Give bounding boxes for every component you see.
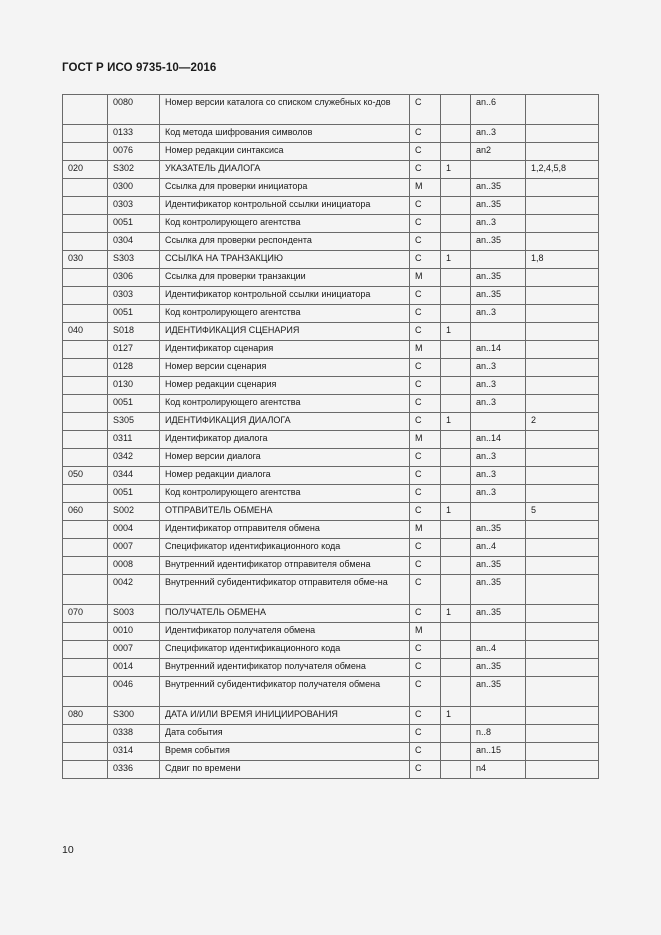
position-cell — [63, 623, 108, 641]
status-cell: M — [410, 341, 441, 359]
table-row — [63, 125, 599, 143]
note-cell — [526, 233, 599, 251]
tag-cell: 0127 — [108, 341, 160, 359]
representation-cell: an..4 — [471, 641, 526, 659]
repeat-cell — [441, 449, 471, 467]
repeat-cell — [441, 485, 471, 503]
position-cell — [63, 743, 108, 761]
table-row — [63, 377, 599, 395]
repeat-cell — [441, 743, 471, 761]
tag-cell: 0304 — [108, 233, 160, 251]
note-cell — [526, 743, 599, 761]
table-row — [63, 287, 599, 305]
repeat-cell: 1 — [441, 251, 471, 269]
status-cell: C — [410, 197, 441, 215]
note-cell — [526, 623, 599, 641]
status-cell: C — [410, 467, 441, 485]
status-cell: C — [410, 557, 441, 575]
note-cell — [526, 449, 599, 467]
tag-cell: 0342 — [108, 449, 160, 467]
representation-cell: an..35 — [471, 269, 526, 287]
note-cell — [526, 485, 599, 503]
repeat-cell — [441, 233, 471, 251]
representation-cell — [471, 503, 526, 521]
status-cell: C — [410, 215, 441, 233]
representation-cell: an..35 — [471, 287, 526, 305]
status-cell: C — [410, 743, 441, 761]
status-cell: C — [410, 707, 441, 725]
repeat-cell — [441, 539, 471, 557]
status-cell: C — [410, 359, 441, 377]
position-cell — [63, 377, 108, 395]
status-cell: C — [410, 677, 441, 707]
repeat-cell — [441, 761, 471, 779]
note-cell — [526, 287, 599, 305]
status-cell: C — [410, 485, 441, 503]
table-row — [63, 503, 599, 521]
representation-cell: an..35 — [471, 197, 526, 215]
name-cell: Ссылка для проверки респондента — [160, 233, 410, 251]
representation-cell: an..6 — [471, 95, 526, 125]
status-cell: C — [410, 251, 441, 269]
table-row — [63, 413, 599, 431]
position-cell — [63, 659, 108, 677]
note-cell: 1,8 — [526, 251, 599, 269]
tag-cell: S302 — [108, 161, 160, 179]
note-cell — [526, 707, 599, 725]
position-cell: 080 — [63, 707, 108, 725]
tag-cell: 0133 — [108, 125, 160, 143]
tag-cell: 0042 — [108, 575, 160, 605]
representation-cell — [471, 251, 526, 269]
representation-cell — [471, 707, 526, 725]
status-cell: C — [410, 539, 441, 557]
repeat-cell — [441, 521, 471, 539]
table-row — [63, 707, 599, 725]
representation-cell: an..35 — [471, 677, 526, 707]
note-cell — [526, 521, 599, 539]
tag-cell: 0014 — [108, 659, 160, 677]
name-cell: Номер редакции диалога — [160, 467, 410, 485]
name-cell: Номер версии сценария — [160, 359, 410, 377]
note-cell — [526, 377, 599, 395]
table-row — [63, 197, 599, 215]
position-cell: 020 — [63, 161, 108, 179]
status-cell: M — [410, 179, 441, 197]
tag-cell: 0051 — [108, 485, 160, 503]
table-row — [63, 251, 599, 269]
position-cell: 070 — [63, 605, 108, 623]
tag-cell: 0080 — [108, 95, 160, 125]
tag-cell: 0311 — [108, 431, 160, 449]
position-cell — [63, 575, 108, 605]
table-row — [63, 575, 599, 605]
repeat-cell: 1 — [441, 707, 471, 725]
status-cell: M — [410, 269, 441, 287]
tag-cell: 0306 — [108, 269, 160, 287]
note-cell — [526, 125, 599, 143]
table-row — [63, 467, 599, 485]
position-cell — [63, 641, 108, 659]
status-cell: C — [410, 395, 441, 413]
status-cell: C — [410, 575, 441, 605]
name-cell: Идентификатор контрольной ссылки инициатора — [160, 197, 410, 215]
position-cell — [63, 269, 108, 287]
representation-cell: an..14 — [471, 341, 526, 359]
table-row — [63, 485, 599, 503]
note-cell — [526, 323, 599, 341]
repeat-cell — [441, 341, 471, 359]
page-number: 10 — [62, 844, 74, 856]
status-cell: M — [410, 623, 441, 641]
position-cell — [63, 557, 108, 575]
name-cell: ИДЕНТИФИКАЦИЯ ДИАЛОГА — [160, 413, 410, 431]
tag-cell: 0007 — [108, 641, 160, 659]
repeat-cell — [441, 659, 471, 677]
tag-cell: 0344 — [108, 467, 160, 485]
repeat-cell — [441, 431, 471, 449]
position-cell — [63, 143, 108, 161]
status-cell: C — [410, 143, 441, 161]
tag-cell: 0051 — [108, 395, 160, 413]
representation-cell — [471, 623, 526, 641]
tag-cell: 0010 — [108, 623, 160, 641]
position-cell — [63, 677, 108, 707]
name-cell: Идентификатор получателя обмена — [160, 623, 410, 641]
repeat-cell — [441, 305, 471, 323]
table-row — [63, 395, 599, 413]
table-row — [63, 143, 599, 161]
representation-cell: an..15 — [471, 743, 526, 761]
table-row — [63, 359, 599, 377]
table-row — [63, 623, 599, 641]
repeat-cell — [441, 377, 471, 395]
note-cell — [526, 605, 599, 623]
representation-cell: an..4 — [471, 539, 526, 557]
repeat-cell: 1 — [441, 503, 471, 521]
tag-cell: 0007 — [108, 539, 160, 557]
name-cell: Код контролирующего агентства — [160, 485, 410, 503]
note-cell — [526, 677, 599, 707]
tag-cell: 0004 — [108, 521, 160, 539]
table-row — [63, 341, 599, 359]
note-cell — [526, 725, 599, 743]
representation-cell: an..35 — [471, 575, 526, 605]
repeat-cell: 1 — [441, 605, 471, 623]
name-cell: Идентификатор диалога — [160, 431, 410, 449]
name-cell: Сдвиг по времени — [160, 761, 410, 779]
table-row — [63, 659, 599, 677]
representation-cell: an..14 — [471, 431, 526, 449]
note-cell — [526, 395, 599, 413]
table-row — [63, 743, 599, 761]
name-cell: Номер редакции сценария — [160, 377, 410, 395]
tag-cell: S002 — [108, 503, 160, 521]
status-cell: C — [410, 605, 441, 623]
name-cell: Код контролирующего агентства — [160, 215, 410, 233]
name-cell: Внутренний идентификатор получателя обмена — [160, 659, 410, 677]
repeat-cell — [441, 467, 471, 485]
tag-cell: S305 — [108, 413, 160, 431]
representation-cell: an..3 — [471, 395, 526, 413]
note-cell — [526, 659, 599, 677]
position-cell — [63, 179, 108, 197]
position-cell — [63, 359, 108, 377]
representation-cell: an..3 — [471, 449, 526, 467]
tag-cell: 0314 — [108, 743, 160, 761]
name-cell: Идентификатор отправителя обмена — [160, 521, 410, 539]
position-cell: 060 — [63, 503, 108, 521]
tag-cell: S018 — [108, 323, 160, 341]
repeat-cell — [441, 143, 471, 161]
name-cell: Код контролирующего агентства — [160, 395, 410, 413]
repeat-cell: 1 — [441, 161, 471, 179]
name-cell: Время события — [160, 743, 410, 761]
position-cell — [63, 395, 108, 413]
representation-cell: an..35 — [471, 659, 526, 677]
name-cell: ПОЛУЧАТЕЛЬ ОБМЕНА — [160, 605, 410, 623]
note-cell — [526, 305, 599, 323]
status-cell: C — [410, 323, 441, 341]
name-cell: Номер редакции синтаксиса — [160, 143, 410, 161]
name-cell: Идентификатор сценария — [160, 341, 410, 359]
representation-cell: an..3 — [471, 359, 526, 377]
note-cell — [526, 269, 599, 287]
status-cell: C — [410, 377, 441, 395]
note-cell: 1,2,4,5,8 — [526, 161, 599, 179]
table-row — [63, 269, 599, 287]
table-row — [63, 233, 599, 251]
name-cell: ДАТА И/ИЛИ ВРЕМЯ ИНИЦИИРОВАНИЯ — [160, 707, 410, 725]
position-cell — [63, 95, 108, 125]
repeat-cell — [441, 575, 471, 605]
table-row — [63, 449, 599, 467]
repeat-cell — [441, 269, 471, 287]
repeat-cell: 1 — [441, 413, 471, 431]
table-row — [63, 161, 599, 179]
tag-cell: 0338 — [108, 725, 160, 743]
name-cell: Спецификатор идентификационного кода — [160, 641, 410, 659]
tag-cell: S300 — [108, 707, 160, 725]
table-row — [63, 605, 599, 623]
tag-cell: 0008 — [108, 557, 160, 575]
name-cell: Ссылка для проверки транзакции — [160, 269, 410, 287]
note-cell — [526, 557, 599, 575]
note-cell — [526, 197, 599, 215]
position-cell — [63, 215, 108, 233]
spec-table — [62, 94, 599, 779]
status-cell: C — [410, 659, 441, 677]
status-cell: C — [410, 95, 441, 125]
note-cell: 5 — [526, 503, 599, 521]
table-row — [63, 539, 599, 557]
tag-cell: 0300 — [108, 179, 160, 197]
table-row — [63, 677, 599, 707]
note-cell — [526, 539, 599, 557]
repeat-cell — [441, 725, 471, 743]
repeat-cell — [441, 215, 471, 233]
name-cell: ОТПРАВИТЕЛЬ ОБМЕНА — [160, 503, 410, 521]
note-cell — [526, 641, 599, 659]
representation-cell — [471, 413, 526, 431]
table-row — [63, 179, 599, 197]
page-title: ГОСТ Р ИСО 9735-10—2016 — [62, 62, 217, 74]
position-cell — [63, 287, 108, 305]
table-row — [63, 215, 599, 233]
name-cell: Внутренний субидентификатор отправителя обме-на — [160, 575, 410, 605]
name-cell: Идентификатор контрольной ссылки инициатора — [160, 287, 410, 305]
representation-cell: an..35 — [471, 605, 526, 623]
name-cell: ИДЕНТИФИКАЦИЯ СЦЕНАРИЯ — [160, 323, 410, 341]
note-cell — [526, 431, 599, 449]
position-cell — [63, 449, 108, 467]
note-cell — [526, 359, 599, 377]
note-cell — [526, 143, 599, 161]
name-cell: Дата события — [160, 725, 410, 743]
tag-cell: 0303 — [108, 287, 160, 305]
repeat-cell — [441, 125, 471, 143]
note-cell — [526, 575, 599, 605]
representation-cell: an..3 — [471, 485, 526, 503]
status-cell: C — [410, 413, 441, 431]
representation-cell: an..35 — [471, 557, 526, 575]
note-cell — [526, 95, 599, 125]
repeat-cell — [441, 395, 471, 413]
name-cell: Код метода шифрования символов — [160, 125, 410, 143]
repeat-cell — [441, 359, 471, 377]
note-cell — [526, 761, 599, 779]
tag-cell: 0128 — [108, 359, 160, 377]
representation-cell: an..3 — [471, 305, 526, 323]
status-cell: C — [410, 161, 441, 179]
tag-cell: 0303 — [108, 197, 160, 215]
tag-cell: 0051 — [108, 305, 160, 323]
status-cell: C — [410, 449, 441, 467]
representation-cell: n4 — [471, 761, 526, 779]
repeat-cell — [441, 95, 471, 125]
name-cell: Ссылка для проверки инициатора — [160, 179, 410, 197]
note-cell — [526, 215, 599, 233]
table-row — [63, 521, 599, 539]
repeat-cell — [441, 641, 471, 659]
representation-cell: n..8 — [471, 725, 526, 743]
position-cell — [63, 725, 108, 743]
table-row — [63, 305, 599, 323]
position-cell — [63, 125, 108, 143]
position-cell — [63, 485, 108, 503]
position-cell — [63, 305, 108, 323]
representation-cell: an..35 — [471, 521, 526, 539]
tag-cell: 0051 — [108, 215, 160, 233]
tag-cell: 0336 — [108, 761, 160, 779]
representation-cell: an2 — [471, 143, 526, 161]
position-cell — [63, 341, 108, 359]
repeat-cell — [441, 287, 471, 305]
table-row — [63, 95, 599, 125]
status-cell: C — [410, 125, 441, 143]
status-cell: C — [410, 305, 441, 323]
spec-table-body — [63, 95, 599, 779]
name-cell: Внутренний идентификатор отправителя обмена — [160, 557, 410, 575]
representation-cell — [471, 323, 526, 341]
status-cell: C — [410, 287, 441, 305]
name-cell: Номер версии каталога со списком служебных ко-дов — [160, 95, 410, 125]
representation-cell: an..35 — [471, 179, 526, 197]
name-cell: Внутренний субидентификатор получателя обмена — [160, 677, 410, 707]
representation-cell: an..3 — [471, 125, 526, 143]
repeat-cell: 1 — [441, 323, 471, 341]
representation-cell: an..3 — [471, 467, 526, 485]
table-row — [63, 761, 599, 779]
table-row — [63, 725, 599, 743]
status-cell: M — [410, 521, 441, 539]
repeat-cell — [441, 677, 471, 707]
position-cell — [63, 521, 108, 539]
position-cell — [63, 431, 108, 449]
position-cell — [63, 197, 108, 215]
note-cell: 2 — [526, 413, 599, 431]
table-row — [63, 641, 599, 659]
note-cell — [526, 341, 599, 359]
position-cell — [63, 233, 108, 251]
status-cell: C — [410, 641, 441, 659]
note-cell — [526, 467, 599, 485]
name-cell: Номер версии диалога — [160, 449, 410, 467]
position-cell: 040 — [63, 323, 108, 341]
tag-cell: S003 — [108, 605, 160, 623]
tag-cell: 0130 — [108, 377, 160, 395]
status-cell: C — [410, 761, 441, 779]
position-cell: 030 — [63, 251, 108, 269]
table-row — [63, 323, 599, 341]
representation-cell — [471, 161, 526, 179]
name-cell: УКАЗАТЕЛЬ ДИАЛОГА — [160, 161, 410, 179]
table-row — [63, 431, 599, 449]
status-cell: C — [410, 503, 441, 521]
repeat-cell — [441, 197, 471, 215]
status-cell: C — [410, 233, 441, 251]
repeat-cell — [441, 179, 471, 197]
note-cell — [526, 179, 599, 197]
representation-cell: an..3 — [471, 377, 526, 395]
representation-cell: an..35 — [471, 233, 526, 251]
position-cell — [63, 413, 108, 431]
status-cell: C — [410, 725, 441, 743]
tag-cell: 0076 — [108, 143, 160, 161]
name-cell: Спецификатор идентификационного кода — [160, 539, 410, 557]
tag-cell: 0046 — [108, 677, 160, 707]
table-row — [63, 557, 599, 575]
status-cell: M — [410, 431, 441, 449]
name-cell: Код контролирующего агентства — [160, 305, 410, 323]
name-cell: ССЫЛКА НА ТРАНЗАКЦИЮ — [160, 251, 410, 269]
representation-cell: an..3 — [471, 215, 526, 233]
repeat-cell — [441, 623, 471, 641]
tag-cell: S303 — [108, 251, 160, 269]
repeat-cell — [441, 557, 471, 575]
position-cell — [63, 539, 108, 557]
position-cell: 050 — [63, 467, 108, 485]
position-cell — [63, 761, 108, 779]
